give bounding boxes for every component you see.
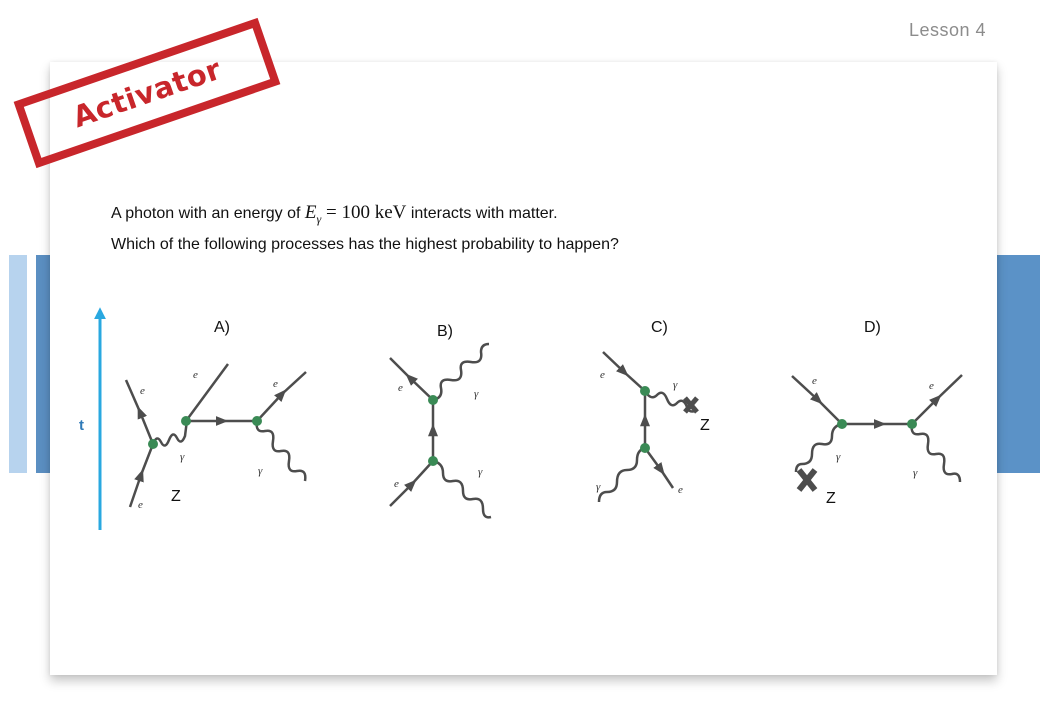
electron-symbol: e: [394, 478, 399, 490]
diagram-a: [126, 364, 306, 507]
electron-symbol: e: [138, 499, 143, 511]
vertex-c2: [640, 443, 650, 453]
question-line-1-suffix: interacts with matter.: [410, 205, 558, 222]
vertex-d2: [907, 419, 917, 429]
photon-symbol: γ: [836, 451, 841, 463]
nucleus-label-c: Z: [700, 417, 710, 434]
diagram-d: [792, 375, 962, 490]
electron-symbol: e: [398, 382, 403, 394]
vertex-b2: [428, 456, 438, 466]
nucleus-label-d: Z: [826, 490, 836, 507]
time-axis-label: t: [79, 417, 84, 434]
photon-symbol: γ: [913, 467, 918, 479]
lesson-label: Lesson 4: [908, 20, 986, 40]
electron-symbol: e: [678, 484, 683, 496]
photon-symbol: γ: [478, 466, 483, 478]
electron-symbol: e: [273, 378, 278, 390]
photon-symbol: γ: [474, 388, 479, 400]
photon-symbol: γ: [180, 451, 185, 463]
vertex-d1: [837, 419, 847, 429]
electron-symbol: e: [600, 369, 605, 381]
vertex-a2: [181, 416, 191, 426]
energy-subscript: γ: [316, 211, 322, 226]
option-c-label: C): [651, 319, 668, 336]
vertex-b1: [428, 395, 438, 405]
vertex-a3: [252, 416, 262, 426]
diagram-c: [599, 352, 697, 502]
time-axis: [79, 312, 100, 530]
photon-symbol: γ: [596, 481, 601, 493]
electron-symbol: e: [193, 369, 198, 381]
energy-value: = 100 keV: [321, 202, 407, 223]
diagram-b: [390, 344, 491, 517]
vertex-a1: [148, 439, 158, 449]
vertex-c1: [640, 386, 650, 396]
electron-symbol: e: [140, 385, 145, 397]
photon-symbol: γ: [673, 379, 678, 391]
electron-symbol: e: [812, 375, 817, 387]
electron-symbol: e: [929, 380, 934, 392]
option-b-label: B): [437, 323, 453, 340]
nucleus-label-a: Z: [171, 488, 181, 505]
option-a-label: A): [214, 319, 230, 336]
vertices: [148, 386, 917, 466]
stamp-text: Activator: [68, 51, 226, 135]
energy-symbol: E: [304, 202, 317, 223]
option-d-label: D): [864, 319, 881, 336]
photon-symbol: γ: [258, 465, 263, 477]
question-line-2: Which of the following processes has the highest probability to happen?: [111, 235, 619, 253]
question-line-1-prefix: A photon with an energy of: [111, 205, 301, 222]
